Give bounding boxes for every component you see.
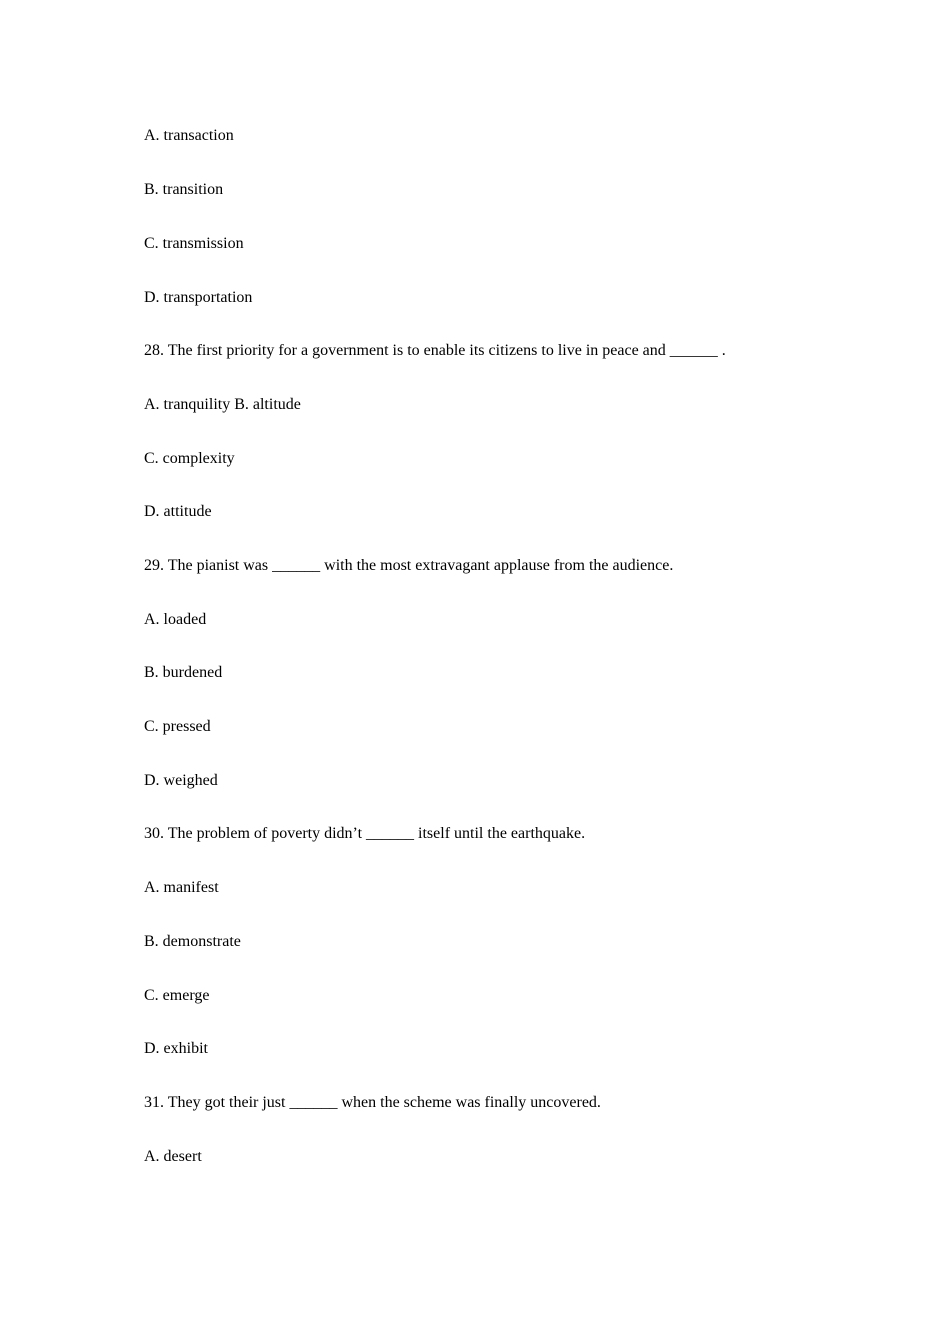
question-31: 31. They got their just ______ when the scheme was finally uncovered. (144, 1094, 601, 1111)
option-a-manifest: A. manifest (144, 879, 219, 896)
option-d-weighed: D. weighed (144, 772, 218, 789)
option-a-desert: A. desert (144, 1148, 202, 1165)
option-a-transaction: A. transaction (144, 127, 234, 144)
option-a-loaded: A. loaded (144, 611, 207, 628)
question-30: 30. The problem of poverty didn’t ______ itself until the earthquake. (144, 825, 586, 842)
option-c-emerge: C. emerge (144, 987, 210, 1004)
option-b-demonstrate: B. demonstrate (144, 933, 241, 950)
option-d-transportation: D. transportation (144, 289, 253, 306)
question-28: 28. The first priority for a government is to enable its citizens to live in peace and ______ . (144, 342, 726, 359)
question-29: 29. The pianist was ______ with the most extravagant applause from the audience. (144, 557, 674, 574)
option-c-complexity: C. complexity (144, 450, 235, 467)
option-b-burdened: B. burdened (144, 664, 223, 681)
option-c-transmission: C. transmission (144, 235, 244, 252)
option-b-transition: B. transition (144, 181, 224, 198)
option-a-b-tranquility-altitude: A. tranquility B. altitude (144, 396, 301, 413)
option-d-exhibit: D. exhibit (144, 1040, 208, 1057)
option-c-pressed: C. pressed (144, 718, 211, 735)
option-d-attitude: D. attitude (144, 503, 212, 520)
